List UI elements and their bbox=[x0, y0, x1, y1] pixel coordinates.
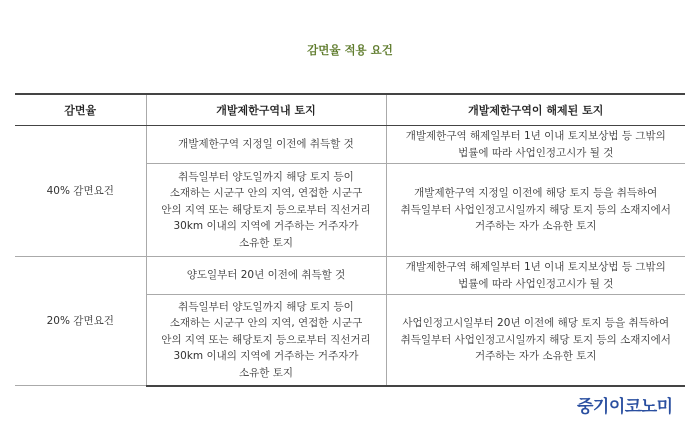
table-row bbox=[15, 126, 685, 164]
table-cell: 취득일부터 양도일까지 해당 토지 등이 소재하는 시군구 안의 지역, 연접한 시군구 안의 지역 또는 해당토지 등으로부터 직선거리 30km 이내의 지역에 거주하는 거주자가 소유한 토지 bbox=[146, 164, 386, 257]
table-row bbox=[15, 257, 685, 295]
publisher-logo: 중기이코노미 bbox=[577, 397, 673, 417]
table-header-row bbox=[15, 94, 685, 126]
table-cell: 양도일부터 20년 이전에 취득할 것 bbox=[146, 257, 386, 295]
table-cell: 개발제한구역 해제일부터 1년 이내 토지보상법 등 그밖의 법률에 따라 사업인정고시가 될 것 bbox=[386, 126, 685, 164]
page-title: 감면율 적용 요건 bbox=[307, 43, 393, 57]
header-restricted-land: 개발제한구역내 토지 bbox=[146, 94, 386, 126]
table-cell: 개발제한구역 지정일 이전에 해당 토지 등을 취득하여 취득일부터 사업인정고시일까지 해당 토지 등의 소재지에서 거주하는 자가 소유한 토지 bbox=[386, 164, 685, 257]
header-released-land: 개발제한구역이 해제된 토지 bbox=[386, 94, 685, 126]
table-cell: 개발제한구역 지정일 이전에 취득할 것 bbox=[146, 126, 386, 164]
table-cell: 취득일부터 양도일까지 해당 토지 등이 소재하는 시군구 안의 지역, 연접한 시군구 안의 지역 또는 해당토지 등으로부터 직선거리 30km 이내의 지역에 거주하는 거주자가 소유한 토지 bbox=[146, 295, 386, 386]
header-rate: 감면율 bbox=[15, 94, 146, 126]
rate-cell-40: 40% 감면요건 bbox=[15, 126, 146, 257]
rate-cell-20: 20% 감면요건 bbox=[15, 257, 146, 386]
table-cell: 사업인정고시일부터 20년 이전에 해당 토지 등을 취득하여 취득일부터 사업인정고시일까지 해당 토지 등의 소재지에서 거주하는 자가 소유한 토지 bbox=[386, 295, 685, 386]
reduction-requirements-table bbox=[15, 93, 685, 387]
table-cell: 개발제한구역 해제일부터 1년 이내 토지보상법 등 그밖의 법률에 따라 사업인정고시가 될 것 bbox=[386, 257, 685, 295]
